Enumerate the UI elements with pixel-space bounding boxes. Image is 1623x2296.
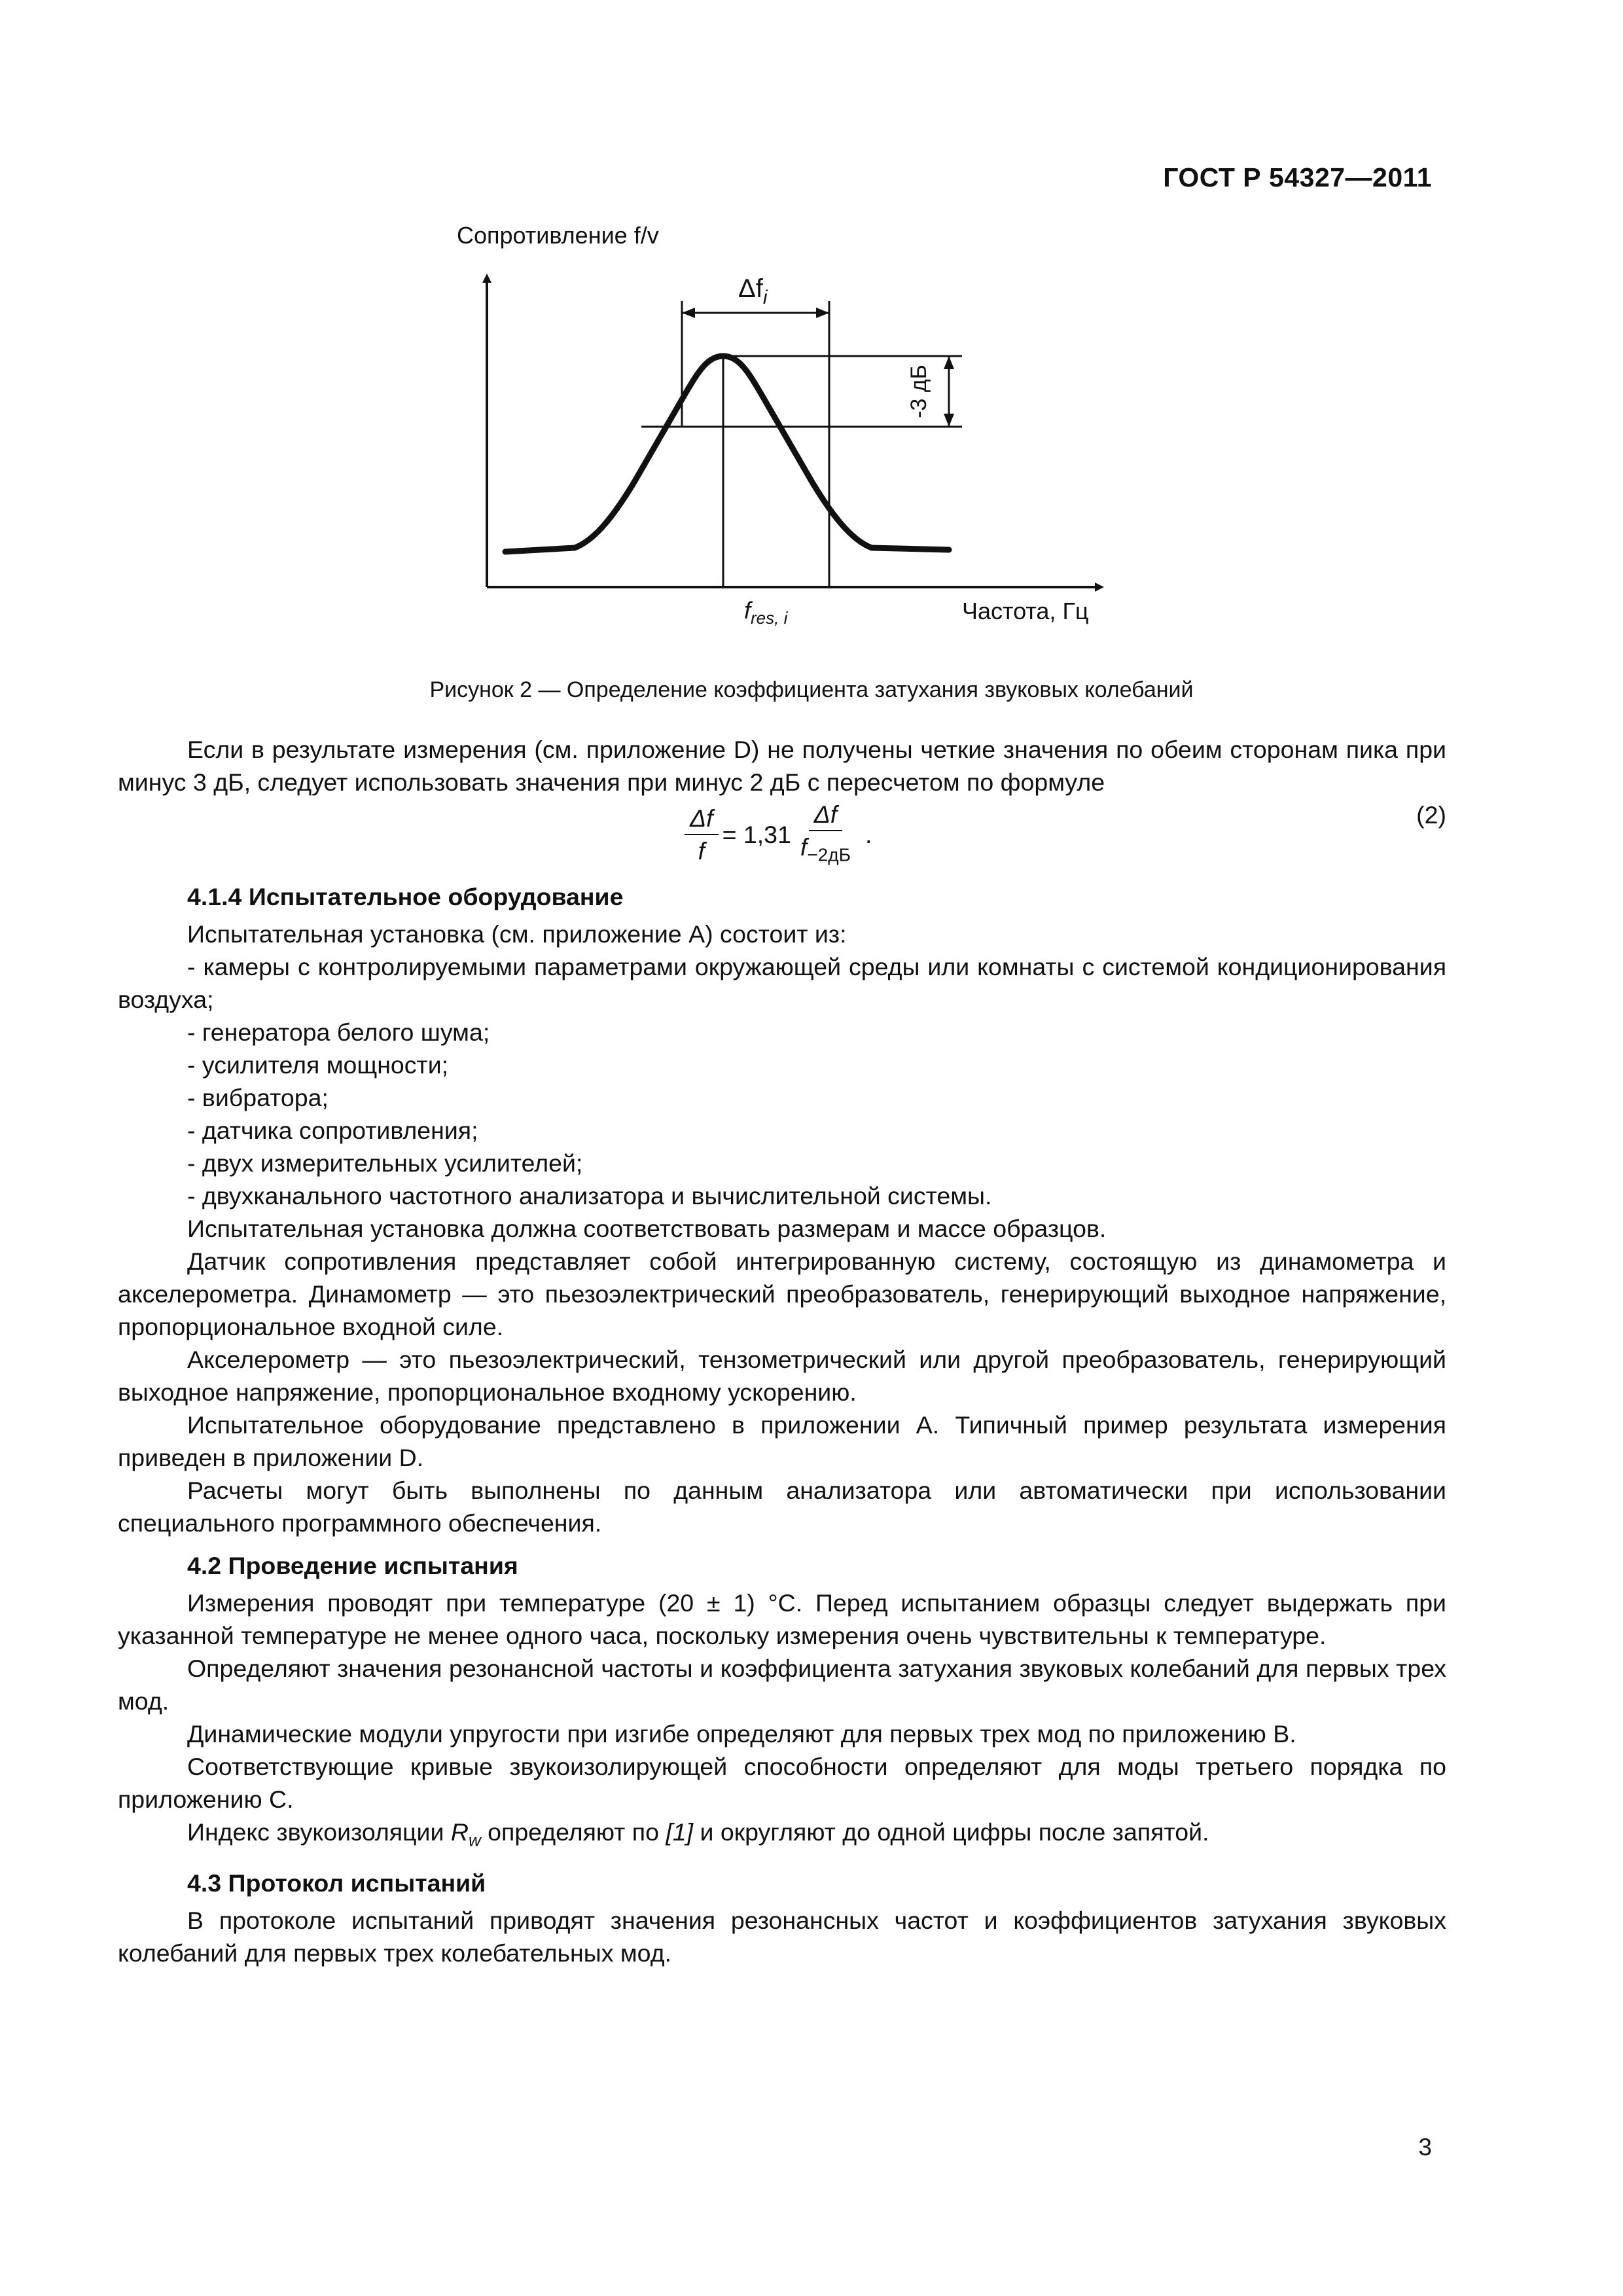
formula-number: (2): [1416, 801, 1446, 829]
peak-frequency-label: $f_{res, i}$: [744, 597, 788, 628]
rhs-fraction: [795, 800, 856, 870]
list-item: - усилителя мощности;: [187, 1051, 449, 1079]
db-arrowhead-bottom: [944, 414, 954, 427]
lhs-fraction: [685, 804, 719, 865]
paragraph-rw-index: Индекс звукоизоляции $R_w$ определяют по [1] и округляют до одной цифры после запятой.: [187, 1818, 1209, 1850]
section-4-3-title: 4.3 Протокол испытаний: [187, 1869, 486, 1897]
paragraph: Определяют значения резонансной частоты и коэффициента затухания звуковых колебаний для первых трех мод.: [118, 1655, 1446, 1715]
y-axis-label: Сопротивление f/v: [457, 222, 659, 249]
paragraph: В протоколе испытаний приводят значения резонансных частот и коэффициентов затухания звуковых колебаний для первых трех колебательных мод.: [118, 1906, 1446, 1967]
paragraph: Акселерометр — это пьезоэлектрический, тензометрический или другой преобразователь, генерирующий выходное напряжение, пропорциональное входному ускорению.: [118, 1346, 1446, 1406]
list-item: - вибратора;: [187, 1084, 329, 1111]
rw-symbol: $R_w$: [450, 1818, 481, 1850]
paragraph: Измерения проводят при температуре (20 ± 1) °С. Перед испытанием образцы следует выдержать при указанной температуре не менее одного часа, поскольку измерения очень чувствительны к температуре.: [118, 1589, 1446, 1649]
list-item: - двухканального частотного анализатора и вычислительной системы.: [187, 1182, 992, 1210]
page-number: 3: [1418, 2134, 1432, 2161]
paragraph: Испытательная установка должна соответствовать размерам и массе образцов.: [187, 1215, 1107, 1242]
rhs-numerator: Δf: [809, 800, 843, 831]
intro-paragraph: Если в результате измерения (см. приложение D) не получены четкие значения по обеим сторонам пика при минус 3 дБ, следует использовать значения при минус 2 дБ с пересчетом по формуле: [118, 736, 1446, 796]
bandwidth-arrowhead-left: [682, 308, 695, 318]
main-text: [118, 733, 1446, 1969]
list-item: - камеры с контролируемыми параметрами окружающей среды или комнаты с системой кондиционирования воздуха;: [118, 953, 1446, 1013]
paragraph: Соответствующие кривые звукоизолирующей способности определяют для моды третьего порядка по приложению С.: [118, 1753, 1446, 1813]
bandwidth-arrowhead-right: [816, 308, 829, 318]
reference-1: [1]: [666, 1818, 694, 1846]
db-arrowhead-top: [944, 356, 954, 369]
db-label: -3 дБ: [906, 365, 931, 418]
x-axis-label: Частота, Гц: [962, 598, 1089, 624]
section-4-1-4-title: 4.1.4 Испытательное оборудование: [187, 883, 624, 910]
lhs-numerator: Δf: [685, 804, 719, 835]
paragraph: Динамические модули упругости при изгибе определяют для первых трех мод по приложению В.: [187, 1720, 1296, 1748]
paragraph: Датчик сопротивления представляет собой интегрированную систему, состоящую из динамометра и акселерометра. Динамометр — это пьезоэлектрический преобразователь, генерирующий выходное напряжение, пропорциональное входной силе.: [118, 1247, 1446, 1340]
paragraph: Расчеты могут быть выполнены по данным анализатора или автоматически при использовании специального программного обеспечения.: [118, 1477, 1446, 1537]
formula-dot: .: [865, 821, 872, 849]
rhs-denominator: $f_{-2дБ}$: [800, 833, 851, 865]
figure-resonance-curve: [445, 216, 1132, 635]
list-item: - двух измерительных усилителей;: [187, 1149, 583, 1177]
formula-expression: [681, 800, 872, 870]
lhs-denominator: f: [698, 837, 705, 865]
figure-svg: [445, 216, 1132, 635]
figure-caption: Рисунок 2 — Определение коэффициента затухания звуковых колебаний: [429, 677, 1194, 702]
list-item: - генератора белого шума;: [187, 1018, 490, 1046]
formula-coefficient: = 1,31: [722, 821, 791, 849]
resonance-curve: [505, 356, 949, 552]
paragraph: Испытательное оборудование представлено в приложении А. Типичный пример результата измерения приведен в приложении D.: [118, 1411, 1446, 1471]
section-4-2-title: 4.2 Проведение испытания: [187, 1552, 518, 1579]
list-item: - датчика сопротивления;: [187, 1117, 478, 1144]
s414-intro: Испытательная установка (см. приложение А) состоит из:: [187, 920, 847, 948]
formula-2: [118, 798, 1446, 870]
delta-f-label: $\Delta f_i$: [738, 274, 768, 308]
standard-designation: ГОСТ Р 54327—2011: [1163, 162, 1432, 192]
